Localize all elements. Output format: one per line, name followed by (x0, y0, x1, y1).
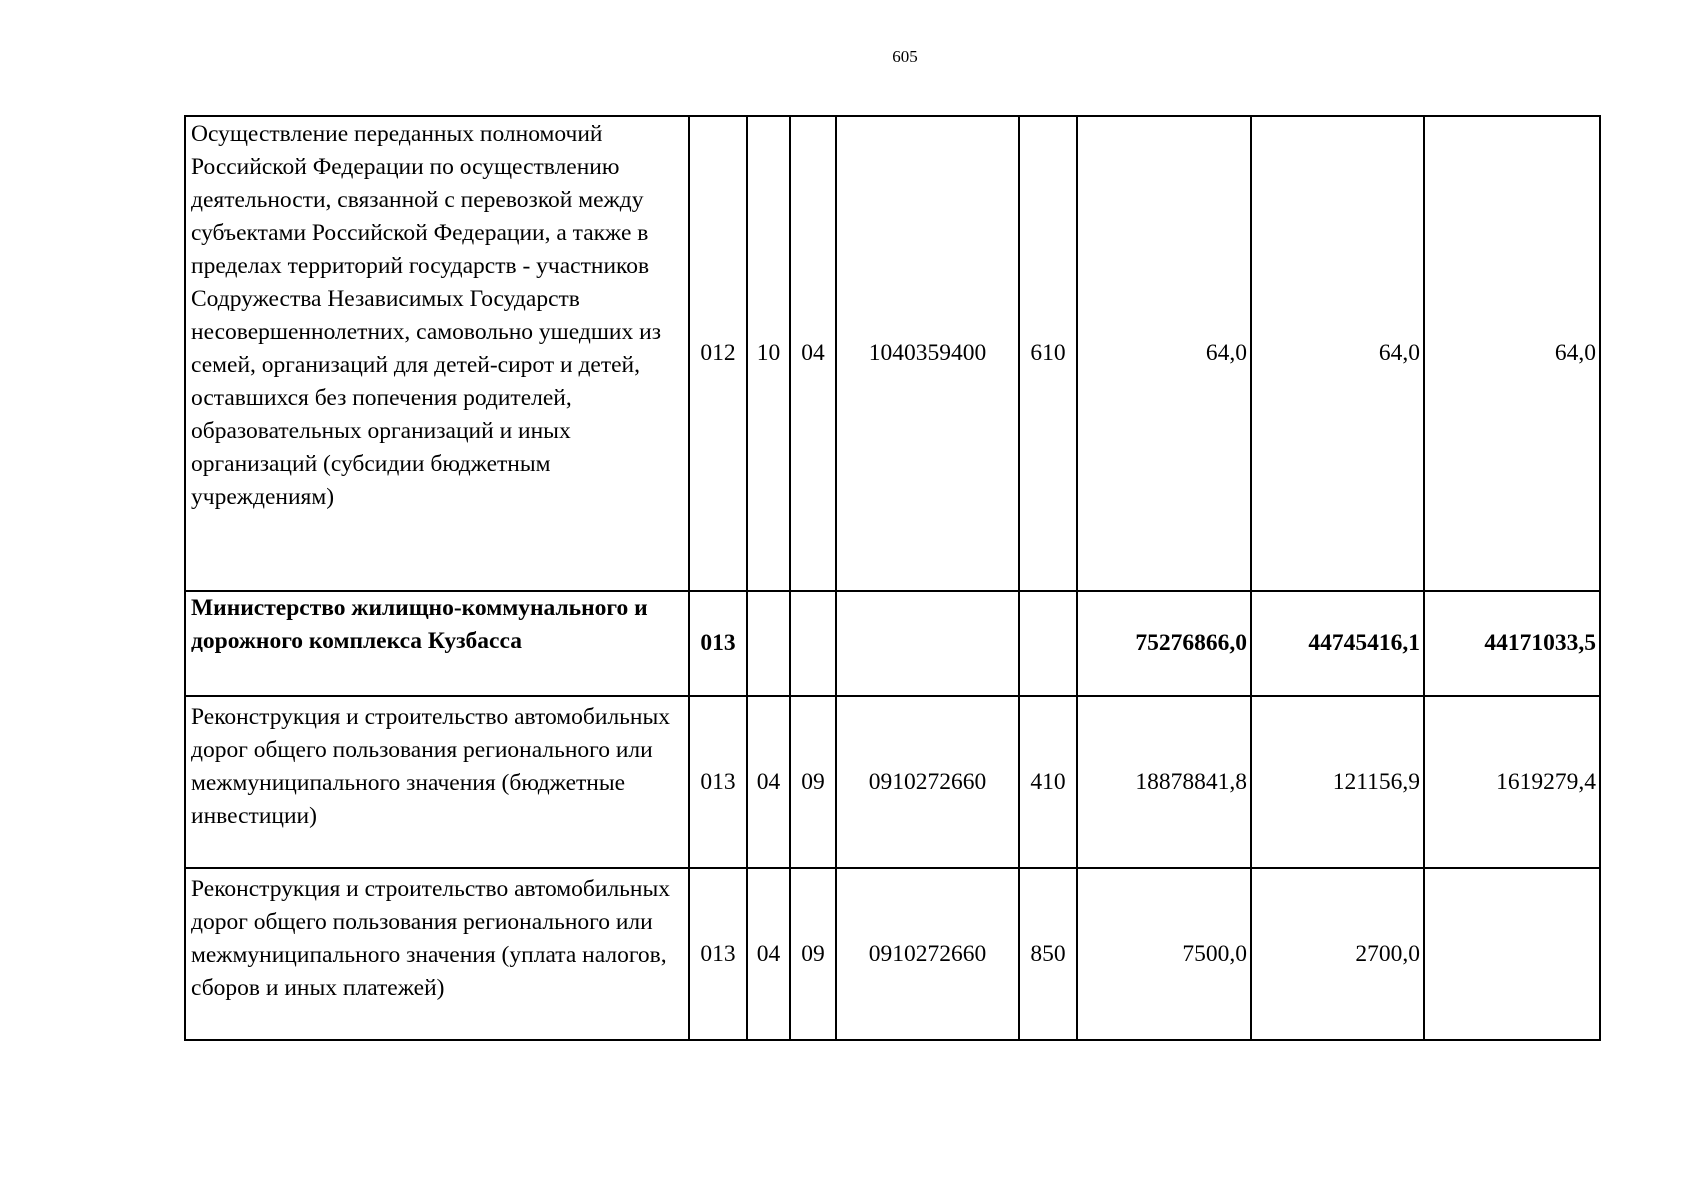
expense-type-code: 410 (1019, 696, 1077, 868)
row-description: Осуществление переданных полномочий Российской Федерации по осуществлению деятельности, связанной с перевозкой между субъектами Российской Федерации, а также в пределах территорий государств - участников Содружества Независимых Государств несовершеннолетних, самовольно ушедших из семей, организаций для детей-сирот и детей, оставшихся без попечения родителей, образовательных организаций и иных организаций (субсидии бюджетным учреждениям) (185, 116, 689, 591)
section-code: 04 (747, 696, 790, 868)
ministry-code: 013 (689, 868, 747, 1040)
page-number: 605 (892, 47, 918, 66)
ministry-code: 013 (689, 696, 747, 868)
budget-table (184, 115, 1601, 1041)
amount-year-2: 64,0 (1251, 116, 1424, 591)
amount-year-2: 44745416,1 (1251, 591, 1424, 696)
target-article-code: 0910272660 (836, 868, 1019, 1040)
amount-year-1: 64,0 (1077, 116, 1251, 591)
section-code (747, 591, 790, 696)
amount-year-3 (1424, 868, 1600, 1040)
subsection-code: 09 (790, 696, 836, 868)
expense-type-code: 850 (1019, 868, 1077, 1040)
amount-year-1: 7500,0 (1077, 868, 1251, 1040)
table-row (185, 116, 1600, 591)
amount-year-3: 1619279,4 (1424, 696, 1600, 868)
table-row (185, 696, 1600, 868)
table-row (185, 868, 1600, 1040)
section-code: 10 (747, 116, 790, 591)
row-description: Министерство жилищно-коммунального и дорожного комплекса Кузбасса (185, 591, 689, 696)
amount-year-1: 75276866,0 (1077, 591, 1251, 696)
amount-year-2: 121156,9 (1251, 696, 1424, 868)
subsection-code: 09 (790, 868, 836, 1040)
row-description: Реконструкция и строительство автомобильных дорог общего пользования регионального или межмуниципального значения (уплата налогов, сборов и иных платежей) (185, 868, 689, 1040)
ministry-code: 012 (689, 116, 747, 591)
expense-type-code: 610 (1019, 116, 1077, 591)
section-code: 04 (747, 868, 790, 1040)
amount-year-3: 64,0 (1424, 116, 1600, 591)
table-row-ministry-total (185, 591, 1600, 696)
subsection-code: 04 (790, 116, 836, 591)
target-article-code (836, 591, 1019, 696)
target-article-code: 1040359400 (836, 116, 1019, 591)
amount-year-2: 2700,0 (1251, 868, 1424, 1040)
row-description: Реконструкция и строительство автомобильных дорог общего пользования регионального или межмуниципального значения (бюджетные инвестиции) (185, 696, 689, 868)
amount-year-1: 18878841,8 (1077, 696, 1251, 868)
expense-type-code (1019, 591, 1077, 696)
ministry-code: 013 (689, 591, 747, 696)
target-article-code: 0910272660 (836, 696, 1019, 868)
amount-year-3: 44171033,5 (1424, 591, 1600, 696)
subsection-code (790, 591, 836, 696)
